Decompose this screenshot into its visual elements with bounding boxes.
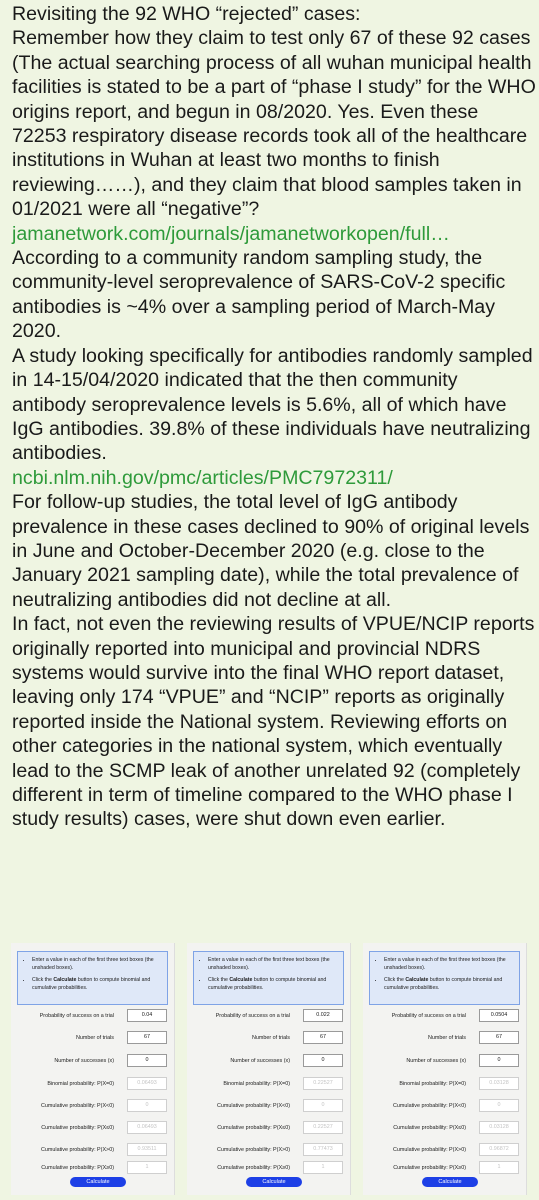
binomial-prob-output: 0.03128: [479, 1077, 519, 1090]
ncbi-link[interactable]: ncbi.nlm.nih.gov/pmc/articles/PMC7972311/: [12, 466, 393, 489]
cum-ge-output: 1: [127, 1161, 167, 1174]
binomial-prob-output: 0.06493: [127, 1077, 167, 1090]
binomial-prob-row: Binomial probability: P(X=0) 0.06493: [11, 1077, 174, 1091]
instruction-1: • Enter a value in each of the first three text boxes (the unshaded boxes).: [32, 956, 163, 972]
binomial-calculator-images: [11, 943, 531, 1195]
cum-ge-row: Cumulative probability: P(X≥0) 1: [187, 1161, 350, 1175]
cum-lt-row: Cumulative probability: P(X<0) 0: [11, 1099, 174, 1113]
post-paragraph: A study looking specifically for antibodies randomly sampled in 14-15/04/2020 indicated that the then community antibody seroprevalence levels is 5.6%, all of which have IgG antibodies. 39.8% of these individuals have neutralizing antibodies.: [12, 344, 533, 465]
probability-input[interactable]: 0.04: [127, 1009, 167, 1022]
cum-lt-row: Cumulative probability: P(X<0) 0: [363, 1099, 526, 1113]
jama-link[interactable]: jamanetwork.com/journals/jamanetworkopen/full…: [12, 222, 450, 245]
post-paragraph: For follow-up studies, the total level of IgG antibody prevalence in these cases declined to 90% of original levels in June and October-December 2020 (e.g. close to the January 2021 sampling date), while the total prevalence of neutralizing antibodies did not decline at all.: [12, 491, 530, 611]
cum-le-output: 0.06493: [127, 1121, 167, 1134]
cum-gt-row: Cumulative probability: P(X>0) 0.77473: [187, 1143, 350, 1157]
instruction-1: • Enter a value in each of the first three text boxes (the unshaded boxes).: [384, 956, 515, 972]
cum-gt-output: 0.93511: [127, 1143, 167, 1156]
successes-input[interactable]: 0: [303, 1054, 343, 1067]
trials-input[interactable]: 67: [303, 1031, 343, 1044]
probability-input[interactable]: 0.0504: [479, 1009, 519, 1022]
binomial-prob-row: Binomial probability: P(X=0) 0.03128: [363, 1077, 526, 1091]
cum-lt-row: Cumulative probability: P(X<0) 0: [187, 1099, 350, 1113]
instruction-2: • Click the Calculate button to compute binomial and cumulative probabilities.: [208, 976, 339, 992]
trials-row: Number of trials 67: [187, 1031, 350, 1045]
cum-ge-row: Cumulative probability: P(X≥0) 1: [363, 1161, 526, 1175]
binomial-prob-output: 0.22527: [303, 1077, 343, 1090]
probability-row: Probability of success on a trial 0.0504: [363, 1009, 526, 1023]
instructions-box: [193, 951, 344, 1005]
probability-input[interactable]: 0.022: [303, 1009, 343, 1022]
cum-le-row: Cumulative probability: P(X≤0) 0.22527: [187, 1121, 350, 1135]
instruction-1: • Enter a value in each of the first three text boxes (the unshaded boxes).: [208, 956, 339, 972]
probability-row: Probability of success on a trial 0.04: [11, 1009, 174, 1023]
cum-gt-output: 0.77473: [303, 1143, 343, 1156]
trials-row: Number of trials 67: [363, 1031, 526, 1045]
successes-row: Number of successes (x) 0: [363, 1054, 526, 1068]
trials-input[interactable]: 67: [127, 1031, 167, 1044]
post-heading: Revisiting the 92 WHO “rejected” cases:: [12, 3, 361, 25]
successes-input[interactable]: 0: [479, 1054, 519, 1067]
cum-gt-row: Cumulative probability: P(X>0) 0.96872: [363, 1143, 526, 1157]
post-paragraph: Remember how they claim to test only 67 of these 92 cases (The actual searching process of all wuhan municipal health facilities is stated to be a part of “phase I study” for the WHO origins report, and begun in 08/2020. Yes. Even these 72253 respiratory disease records took all of the healthcare institutions in Wuhan at least two months to finish reviewing……), and they claim that blood samples taken in 01/2021 were all “negative”?: [12, 27, 536, 221]
cum-le-output: 0.03128: [479, 1121, 519, 1134]
successes-row: Number of successes (x) 0: [11, 1054, 174, 1068]
instruction-2: • Click the Calculate button to compute binomial and cumulative probabilities.: [32, 976, 163, 992]
probability-row: Probability of success on a trial 0.022: [187, 1009, 350, 1023]
calculate-button[interactable]: Calculate: [246, 1177, 302, 1187]
trials-input[interactable]: 67: [479, 1031, 519, 1044]
calculate-button[interactable]: Calculate: [70, 1177, 126, 1187]
cum-ge-output: 1: [479, 1161, 519, 1174]
cum-le-row: Cumulative probability: P(X≤0) 0.03128: [363, 1121, 526, 1135]
cum-lt-output: 0: [127, 1099, 167, 1112]
post-paragraph: In fact, not even the reviewing results of VPUE/NCIP reports originally reported into municipal and provincial NDRS systems would survive into the final WHO report dataset, leaving only 174 “VPUE” and “NCIP” reports as originally reported inside the National system. Reviewing efforts on other categories in the national system, which eventually lead to the SCMP leak of another unrelated 92 (completely different in term of timeline compared to the WHO phase I study results) cases, were shut down even earlier.: [12, 613, 535, 831]
cum-ge-row: Cumulative probability: P(X≥0) 1: [11, 1161, 174, 1175]
binomial-prob-row: Binomial probability: P(X=0) 0.22527: [187, 1077, 350, 1091]
cum-lt-output: 0: [303, 1099, 343, 1112]
cum-le-output: 0.22527: [303, 1121, 343, 1134]
calculator-panel-1: [11, 943, 175, 1195]
cum-lt-output: 0: [479, 1099, 519, 1112]
successes-input[interactable]: 0: [127, 1054, 167, 1067]
calculate-button[interactable]: Calculate: [422, 1177, 478, 1187]
calculator-panel-3: [363, 943, 527, 1195]
instructions-box: [17, 951, 168, 1005]
instruction-2: • Click the Calculate button to compute binomial and cumulative probabilities.: [384, 976, 515, 992]
cum-ge-output: 1: [303, 1161, 343, 1174]
successes-row: Number of successes (x) 0: [187, 1054, 350, 1068]
trials-row: Number of trials 67: [11, 1031, 174, 1045]
calculator-panel-2: [187, 943, 351, 1195]
cum-le-row: Cumulative probability: P(X≤0) 0.06493: [11, 1121, 174, 1135]
cum-gt-output: 0.96872: [479, 1143, 519, 1156]
cum-gt-row: Cumulative probability: P(X>0) 0.93511: [11, 1143, 174, 1157]
instructions-box: [369, 951, 520, 1005]
post-paragraph: According to a community random sampling study, the community-level seroprevalence of SARS-CoV-2 specific antibodies is ~4% over a sampling period of March-May 2020.: [12, 247, 506, 343]
post-text: [12, 2, 536, 832]
